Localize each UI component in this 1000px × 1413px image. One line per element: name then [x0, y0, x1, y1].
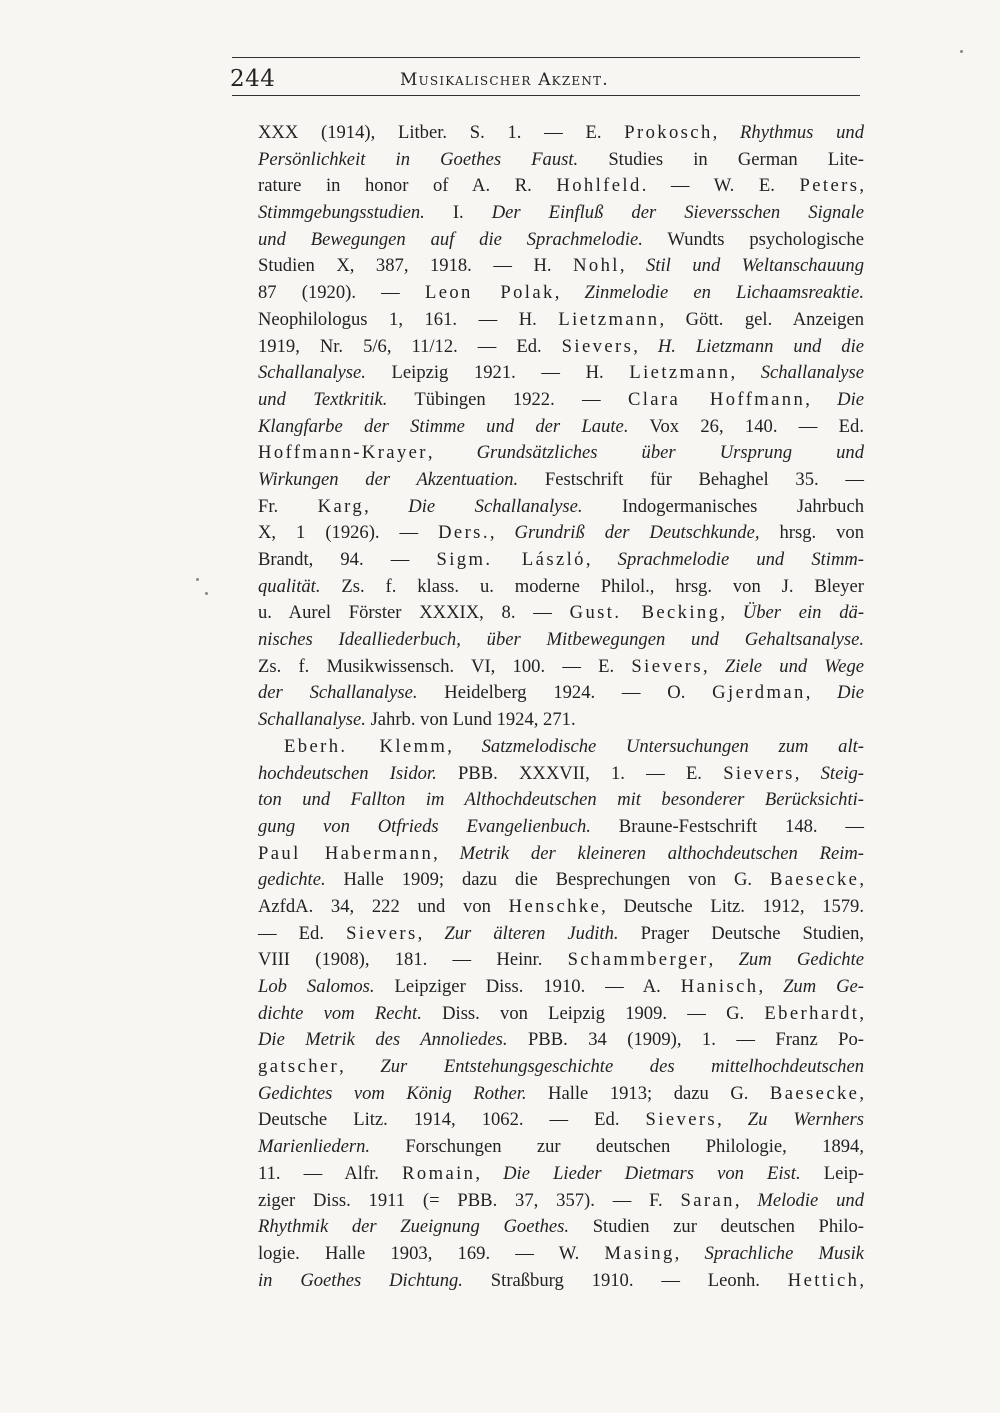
italic-title: Stil und Weltanschauung: [646, 255, 865, 277]
text-segment: logie. Halle 1903, 169. — W.: [258, 1242, 605, 1264]
italic-title: Grundsätzliches über Ursprung und: [476, 442, 865, 464]
text-segment: 1919, Nr. 5/6, 11/12. — Ed.: [258, 335, 562, 357]
text-segment: Wundts psychologische: [642, 228, 864, 250]
author-name: Hettich: [787, 1269, 860, 1291]
text-segment: rature in honor of A. R.: [258, 175, 557, 197]
author-name: Peters: [799, 175, 860, 197]
italic-title: Die Lieder Dietmars von Eist.: [503, 1162, 801, 1184]
italic-title: Ziele und Wege: [724, 655, 864, 677]
text-line: [258, 814, 864, 841]
text-line: [258, 360, 864, 387]
text-line: [258, 467, 864, 494]
italic-title: gedichte.: [258, 869, 326, 891]
italic-title: H. Lietzmann und die: [657, 335, 865, 357]
italic-title: Zu Wernhers: [747, 1109, 865, 1131]
author-name: Sigm. Lászlό: [436, 549, 586, 570]
italic-title: Die Schallanalyse.: [408, 495, 583, 517]
text-segment: PBB. XXXVII, 1. — E.: [436, 762, 724, 784]
text-line: [258, 1081, 864, 1108]
text-line: [258, 600, 864, 627]
text-line: [258, 334, 864, 361]
text-segment: XXX (1914), Litber. S. 1. — E.: [258, 122, 625, 143]
text-line: [258, 387, 864, 414]
italic-title: gung von Otfrieds Evangelienbuch.: [258, 815, 591, 837]
italic-title: Zum Gedichte: [738, 949, 865, 971]
italic-title: dichte vom Recht.: [258, 1002, 422, 1024]
author-name: Lietzmann: [629, 362, 731, 384]
text-segment: Forschungen zur deutschen Philologie, 1894,: [370, 1136, 864, 1158]
text-segment: ,: [489, 522, 515, 544]
text-segment: ,: [730, 362, 761, 384]
italic-title: der Schallanalyse.: [258, 682, 418, 704]
text-segment: Prager Deutsche Studien,: [618, 922, 865, 944]
text-segment: Jahrb. von Lund 1924, 271.: [365, 709, 576, 731]
text-line: [258, 654, 864, 681]
paper-speck: [960, 50, 963, 53]
text-segment: Vox 26, 140. — Ed.: [628, 415, 864, 437]
text-segment: ,: [734, 1189, 758, 1211]
author-name: Karg: [317, 495, 365, 517]
italic-title: Schallanalyse.: [258, 709, 366, 731]
text-segment: ,: [859, 175, 864, 197]
text-line: [258, 734, 864, 761]
text-segment: Studies in German Lite-: [578, 148, 864, 170]
text-segment: VIII (1908), 181. — Heinr.: [258, 949, 568, 971]
author-name: Sievers: [346, 922, 418, 944]
author-name: Baesecke: [769, 869, 860, 891]
text-segment: , Gött. gel. Anzeigen: [659, 308, 864, 330]
author-name: Eberh. Klemm: [284, 735, 448, 757]
text-segment: hrsg. von: [759, 522, 865, 544]
author-name: Leon Polak: [424, 282, 555, 304]
italic-title: Die: [837, 682, 865, 704]
text-segment: ,: [427, 442, 477, 464]
text-segment: ,: [475, 1162, 504, 1184]
author-name: Sievers: [645, 1109, 718, 1131]
page-number: 244: [230, 66, 276, 92]
author-name: Saran: [680, 1189, 735, 1211]
paper-speck: [205, 592, 208, 595]
text-segment: AzfdA. 34, 222 und von: [258, 895, 509, 917]
text-line: [258, 173, 864, 200]
italic-title: Der Einfluß der Sieversschen Signale: [491, 202, 865, 224]
text-segment: 87 (1920). —: [258, 282, 425, 304]
italic-title: Zum Ge-: [783, 976, 864, 997]
header-rule-bottom: [232, 95, 860, 96]
text-segment: ,: [433, 842, 460, 864]
italic-title: Die Metrik des Annoliedes.: [258, 1029, 508, 1051]
italic-title: nisches Idealliederbuch, über Mitbewegungen und Gehaltsanalyse.: [258, 629, 864, 651]
text-segment: Leipziger Diss. 1910. — A.: [374, 976, 681, 997]
text-segment: ,: [859, 1269, 864, 1291]
italic-title: ton und Fallton im Althochdeutschen mit besonderer Berücksichti-: [258, 789, 864, 811]
text-line: [258, 1241, 864, 1268]
italic-title: Metrik der kleineren althochdeutschen Reim-: [459, 842, 864, 864]
author-name: Baesecke: [769, 1082, 860, 1104]
text-segment: ,: [364, 495, 409, 517]
text-line: [258, 494, 864, 521]
text-line: [258, 1188, 864, 1215]
text-line: [258, 921, 864, 948]
text-segment: ,: [859, 1002, 864, 1024]
author-name: Hoffmann-Krayer: [258, 442, 428, 464]
text-segment: Straßburg 1910. — Leonh.: [462, 1269, 788, 1291]
author-name: Henschke: [508, 895, 602, 917]
text-line: [258, 707, 864, 734]
text-segment: ,: [859, 1082, 864, 1104]
text-segment: Zs. f. Musikwissensch. VI, 100. — E.: [258, 655, 632, 677]
text-line: [258, 974, 864, 1001]
italic-title: Schallanalyse: [760, 362, 865, 384]
text-segment: Tübingen 1922. —: [387, 388, 628, 410]
author-name: Ders.: [438, 522, 490, 544]
paper-speck: [196, 578, 199, 581]
text-line: [258, 787, 864, 814]
italic-title: qualität.: [258, 575, 321, 597]
text-segment: Halle 1913; dazu G.: [526, 1082, 770, 1104]
author-name: Hohlfeld: [556, 175, 642, 197]
text-segment: ,: [619, 255, 647, 277]
text-segment: ,: [633, 335, 658, 357]
text-line: [258, 1134, 864, 1161]
author-name: Paul Habermann: [258, 842, 434, 864]
text-segment: 11. — Alfr.: [258, 1162, 403, 1184]
text-line: [258, 867, 864, 894]
text-segment: ,: [758, 976, 784, 997]
text-line: [258, 280, 864, 307]
body-text: [258, 120, 864, 1294]
text-segment: ,: [674, 1242, 705, 1264]
author-name: Lietzmann: [558, 308, 660, 330]
text-line: [258, 574, 864, 601]
text-segment: Halle 1909; dazu die Besprechungen von G.: [325, 869, 770, 891]
text-segment: Brandt, 94. —: [258, 549, 437, 570]
text-segment: I.: [424, 202, 492, 224]
italic-title: Gedichtes vom König Rother.: [258, 1082, 527, 1104]
italic-title: Persönlichkeit in Goethes Faust.: [258, 148, 579, 170]
italic-title: Rhythmik der Zueignung Goethes.: [258, 1216, 570, 1238]
text-line: [258, 1027, 864, 1054]
text-segment: ,: [805, 682, 838, 704]
italic-title: Lob Salomos.: [258, 976, 375, 997]
author-name: Romain: [402, 1162, 476, 1184]
text-segment: . — W. E.: [641, 175, 800, 197]
text-line: [258, 1107, 864, 1134]
text-segment: , Deutsche Litz. 1912, 1579.: [601, 895, 865, 917]
text-segment: Zs. f. klass. u. moderne Philol., hrsg. von J. Bleyer: [320, 575, 864, 597]
text-segment: ,: [702, 655, 725, 677]
text-segment: ,: [720, 602, 743, 624]
text-line: [258, 894, 864, 921]
italic-title: Steig-: [820, 762, 864, 784]
text-line: [258, 520, 864, 547]
text-segment: Neophilologus 1, 161. — H.: [258, 308, 559, 330]
author-name: Gjerdman: [712, 682, 806, 704]
italic-title: hochdeutschen Isidor.: [258, 762, 437, 784]
italic-title: Zinmelodie en Lichaamsreaktie.: [584, 282, 864, 304]
italic-title: Stimmgebungsstudien.: [258, 202, 425, 224]
text-line: [258, 227, 864, 254]
italic-title: Schallanalyse.: [258, 362, 366, 384]
text-line: [258, 627, 864, 654]
text-line: [258, 307, 864, 334]
text-line: [258, 1268, 864, 1295]
italic-title: Rhythmus und: [740, 122, 865, 143]
text-segment: Festschrift für Behaghel 35. —: [518, 468, 864, 490]
text-segment: X, 1 (1926). —: [258, 522, 439, 544]
author-name: Masing: [604, 1242, 675, 1264]
text-segment: ,: [717, 1109, 748, 1131]
author-name: Hanisch: [680, 976, 759, 997]
text-segment: Studien X, 387, 1918. — H.: [258, 255, 574, 277]
text-segment: Leip-: [800, 1162, 864, 1184]
text-segment: ziger Diss. 1911 (= PBB. 37, 357). — F.: [258, 1189, 681, 1211]
author-name: Schammberger: [567, 949, 709, 971]
text-segment: Fr.: [258, 495, 318, 517]
author-name: Eberhardt: [764, 1002, 860, 1024]
italic-title: Über ein dä-: [742, 602, 865, 624]
author-name: Clara Hoffmann: [627, 388, 806, 410]
italic-title: Zur älteren Judith.: [444, 922, 619, 944]
text-segment: — Ed.: [258, 922, 347, 944]
text-segment: ,: [339, 1056, 381, 1078]
text-segment: PBB. 34 (1909), 1. — Franz Po-: [507, 1029, 864, 1051]
text-line: [258, 1001, 864, 1028]
text-line: [258, 1161, 864, 1188]
italic-title: Melodie und: [757, 1189, 864, 1211]
text-segment: u. Aurel Förster XXXIX, 8. —: [258, 602, 570, 624]
text-line: [258, 147, 864, 174]
italic-title: und Textkritik.: [258, 388, 388, 410]
text-line: [258, 680, 864, 707]
author-name: Prokosch: [624, 122, 713, 143]
text-segment: ,: [859, 869, 864, 891]
text-segment: ,: [585, 549, 618, 570]
text-segment: ,: [805, 388, 838, 410]
text-segment: ,: [554, 282, 585, 304]
text-line: [258, 120, 864, 147]
header-rule-top: [232, 57, 860, 58]
italic-title: und Bewegungen auf die Sprachmelodie.: [258, 228, 643, 250]
author-name: Sievers: [631, 655, 703, 677]
text-segment: ,: [417, 922, 445, 944]
text-line: [258, 841, 864, 868]
text-line: [258, 761, 864, 788]
author-name: Sievers: [723, 762, 795, 784]
text-segment: Deutsche Litz. 1914, 1062. — Ed.: [258, 1109, 646, 1131]
italic-title: in Goethes Dichtung.: [258, 1269, 463, 1291]
text-segment: Leipzig 1921. — H.: [365, 362, 630, 384]
text-line: [258, 414, 864, 441]
text-segment: ,: [794, 762, 821, 784]
italic-title: Grundriß der Deutschkunde,: [514, 522, 760, 544]
text-line: [258, 440, 864, 467]
author-name: gatscher: [258, 1056, 340, 1078]
text-segment: Studien zur deutschen Philo-: [569, 1216, 864, 1238]
text-line: [258, 200, 864, 227]
italic-title: Klangfarbe der Stimme und der Laute.: [258, 415, 629, 437]
italic-title: Die: [837, 388, 864, 410]
italic-title: Wirkungen der Akzentuation.: [258, 468, 519, 490]
text-line: [258, 1054, 864, 1081]
italic-title: Marienliedern.: [258, 1136, 371, 1158]
text-segment: Indogermanisches Jahrbuch: [582, 495, 865, 517]
author-name: Sievers: [561, 335, 634, 357]
text-segment: ,: [447, 735, 482, 757]
text-segment: Braune-Festschrift 148. —: [590, 815, 864, 837]
text-line: [258, 1214, 864, 1241]
italic-title: Satzmelodische Untersuchungen zum alt-: [481, 735, 864, 757]
text-segment: ,: [712, 122, 741, 143]
author-name: Nohl: [573, 255, 620, 277]
text-segment: Heidelberg 1924. — O.: [417, 682, 713, 704]
text-line: [258, 947, 864, 974]
text-segment: ,: [708, 949, 739, 971]
text-line: [258, 547, 864, 574]
text-segment: Diss. von Leipzig 1909. — G.: [421, 1002, 765, 1024]
text-line: [258, 253, 864, 280]
running-title: Musikalischer Akzent.: [400, 70, 609, 90]
italic-title: Sprachliche Musik: [704, 1242, 864, 1264]
author-name: Gust. Becking: [569, 602, 721, 624]
italic-title: Zur Entstehungsgeschichte des mittelhochdeutschen: [380, 1056, 864, 1078]
italic-title: Sprachmelodie und Stimm-: [617, 549, 865, 570]
